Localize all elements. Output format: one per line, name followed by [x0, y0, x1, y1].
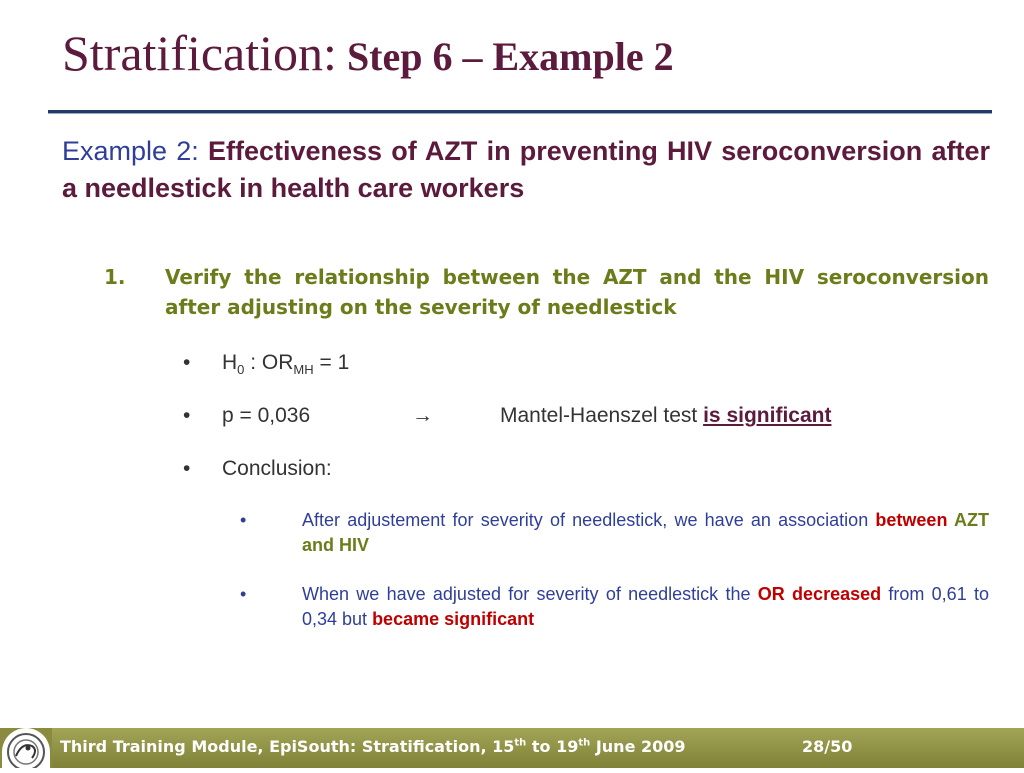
mh-subscript: MH: [293, 362, 314, 378]
bullet-h0: [183, 350, 349, 383]
significance-text: is significant: [703, 404, 832, 427]
sub-bullet-marker: •: [240, 584, 247, 604]
episouth-logo-icon: [2, 728, 50, 768]
h0-subscript: 0: [237, 362, 245, 378]
arrow-icon: →: [412, 404, 433, 427]
conclusion-text-2: When we have adjusted for severity of needlestick the OR decreased from 0,61 to 0,34 but became significant: [302, 584, 989, 629]
p-value: p = 0,036: [222, 404, 311, 427]
title-subtitle: Step 6 – Example 2: [346, 34, 674, 79]
h0-letter: H: [222, 351, 238, 374]
conclusion-text-1: After adjustement for severity of needlestick, we have an association between AZT and HIV: [302, 510, 989, 555]
step-item: [104, 262, 989, 322]
page-number: 28/50: [802, 737, 853, 756]
example-label: Example 2:: [62, 136, 199, 166]
bullet-pvalue: [183, 403, 310, 429]
slide-title: [62, 25, 674, 81]
mh-test-result: [500, 403, 831, 429]
h0-or: : OR: [244, 351, 294, 374]
sub-bullet-marker: •: [240, 510, 247, 530]
bullet-conclusion: [183, 456, 332, 482]
title-divider: [48, 110, 992, 114]
h0-value: = 1: [313, 351, 350, 374]
footer-text: Third Training Module, EpiSouth: Stratification, 15th to 19th June 2009: [60, 737, 686, 756]
step-text: Verify the relationship between the AZT and the HIV seroconversion after adjusting on the severity of needlestick: [165, 265, 989, 319]
step-number: 1.: [104, 265, 126, 289]
conclusion-item-2: [240, 582, 989, 632]
bullet-marker: •: [183, 457, 191, 480]
conclusion-item-1: [240, 508, 989, 558]
example-heading: [62, 133, 990, 207]
title-main: Stratification:: [62, 25, 337, 81]
bullet-marker: •: [183, 404, 191, 427]
bullet-marker: •: [183, 351, 191, 374]
footer: [0, 728, 1024, 768]
conclusion-label: Conclusion:: [222, 457, 332, 480]
mh-test-text: Mantel-Haenszel test: [500, 404, 704, 427]
example-text: Effectiveness of AZT in preventing HIV seroconversion after a needlestick in health care workers: [62, 136, 990, 203]
